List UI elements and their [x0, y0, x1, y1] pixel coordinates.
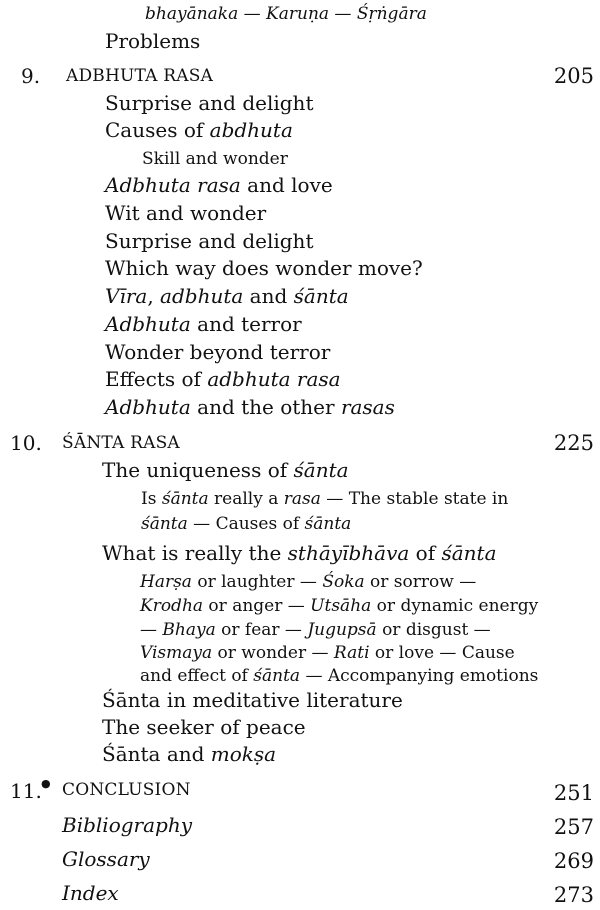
toc-subentry: śānta — Causes of śānta: [141, 514, 352, 534]
toc-index: Index: [62, 881, 119, 905]
toc-subentry: Harṣa or laughter — Śoka or sorrow —: [140, 572, 477, 592]
toc-subentry: Is śānta really a rasa — The stable state in: [141, 489, 509, 509]
toc-entry: Wit and wonder: [105, 201, 267, 225]
toc-entry: Wonder beyond terror: [105, 340, 331, 364]
chapter-9-number: 9.: [21, 64, 41, 88]
toc-entry: Causes of abdhuta: [105, 118, 293, 142]
chapter-10-title: ŚĀNTA RASA: [62, 433, 180, 453]
toc-entry: The uniqueness of śānta: [102, 458, 349, 482]
toc-entry-problems: Problems: [105, 29, 201, 53]
toc-subentry: Krodha or anger — Utsāha or dynamic energy: [140, 596, 539, 616]
ink-blot-mark: ●: [41, 777, 51, 790]
toc-entry: Adbhuta rasa and love: [105, 173, 333, 197]
chapter-9-title: ADBHUTA RASA: [66, 66, 214, 86]
toc-entry: Adbhuta and the other rasas: [105, 395, 395, 419]
toc-entry: Effects of adbhuta rasa: [105, 367, 341, 391]
toc-entry: Śānta and mokṣa: [102, 742, 277, 766]
toc-entry: The seeker of peace: [102, 715, 306, 739]
toc-subentry: and effect of śānta — Accompanying emotions: [140, 666, 539, 686]
chapter-9-page: 205: [553, 64, 594, 88]
toc-entry: What is really the sthāyībhāva of śānta: [102, 541, 497, 565]
toc-index-page: 273: [553, 883, 594, 907]
chapter-10-page: 225: [553, 431, 594, 455]
toc-entry: Surprise and delight: [105, 91, 314, 115]
toc-glossary: Glossary: [62, 847, 150, 871]
chapter-11-number: 11.: [10, 779, 42, 803]
toc-entry: Vīra, adbhuta and śānta: [105, 284, 349, 308]
toc-entry: Surprise and delight: [105, 229, 314, 253]
toc-bibliography-page: 257: [553, 815, 594, 839]
continued-subline: bhayānaka — Karuṇa — Śṛṅgāra: [145, 4, 427, 24]
toc-subentry: — Bhaya or fear — Jugupsā or disgust —: [140, 620, 491, 640]
toc-entry: Adbhuta and terror: [105, 312, 302, 336]
toc-glossary-page: 269: [553, 849, 594, 873]
toc-entry: Śānta in meditative literature: [102, 688, 403, 712]
chapter-11-page: 251: [553, 781, 594, 805]
chapter-10-number: 10.: [10, 431, 42, 455]
toc-subentry: Vismaya or wonder — Rati or love — Cause: [140, 643, 515, 663]
toc-bibliography: Bibliography: [62, 813, 192, 837]
chapter-11-title: CONCLUSION: [62, 780, 191, 800]
toc-subentry: Skill and wonder: [142, 149, 288, 169]
toc-entry: Which way does wonder move?: [105, 256, 423, 280]
